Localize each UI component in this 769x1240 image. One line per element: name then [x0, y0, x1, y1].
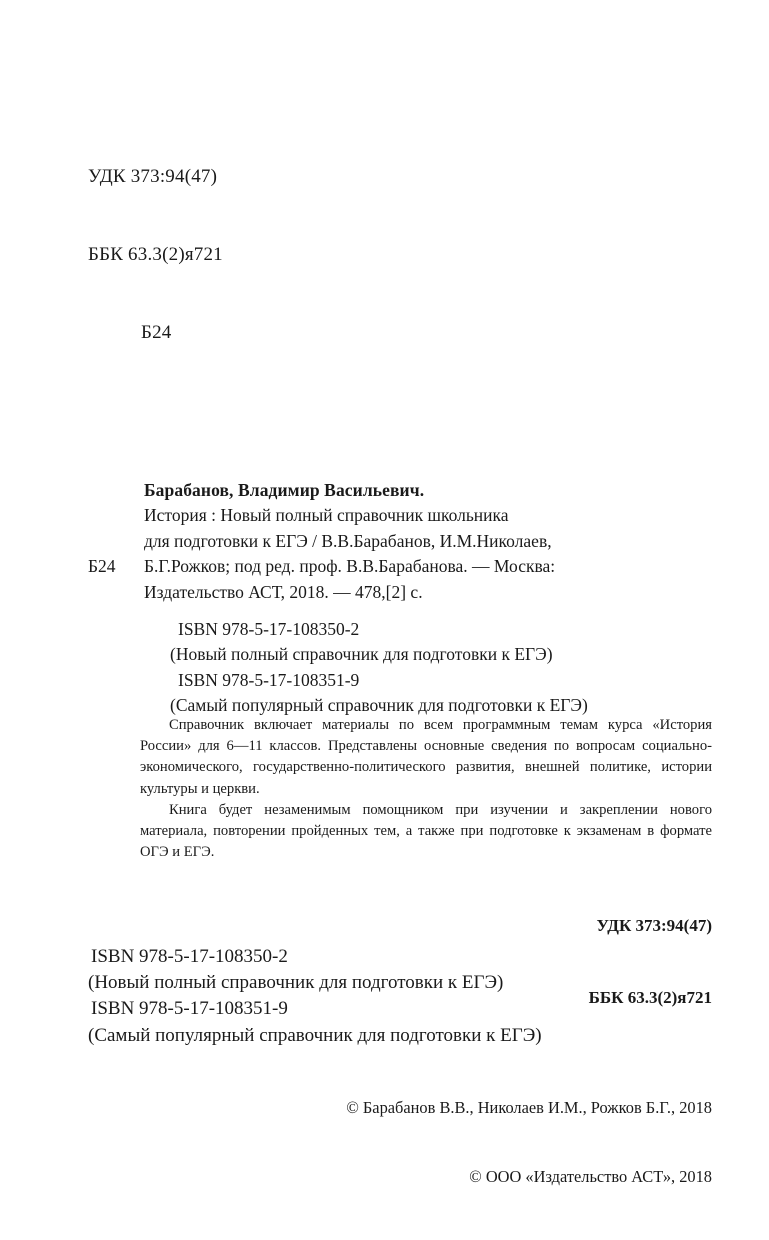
udk-code-repeat: УДК 373:94(47) — [596, 916, 712, 935]
record-line: для подготовки к ЕГЭ / В.В.Барабанов, И.М.Николаев, — [144, 530, 552, 551]
isbn-series-label: (Новый полный справочник для подготовки к ЕГЭ) — [170, 644, 553, 665]
bbk-code: ББК 63.3(2)я721 — [88, 244, 223, 265]
copyright-block — [346, 1050, 712, 1234]
isbn-series-label: (Новый полный справочник для подготовки к ЕГЭ) — [88, 972, 504, 994]
isbn-series-label: (Самый популярный справочник для подготовки к ЕГЭ) — [170, 695, 588, 716]
udk-code: УДК 373:94(47) — [88, 166, 218, 187]
record-line: История : Новый полный справочник школьника — [144, 505, 509, 526]
annotation-text — [140, 715, 712, 863]
isbn-number: ISBN 978-5-17-108351-9 — [178, 669, 360, 690]
copyright-publisher: © ООО «Издательство АСТ», 2018 — [469, 1167, 712, 1186]
record-body — [88, 503, 712, 605]
annotation-paragraph: Справочник включает материалы по всем программным темам курса «История России» для 6—11 классов. Представлены основные сведения по вопросам социально-экономического, государственно-политического развития, внешней политике, истории культуры и церкви. — [140, 717, 712, 797]
bbk-code-repeat: ББК 63.3(2)я721 — [588, 988, 712, 1007]
isbn-block-bottom — [88, 944, 542, 1049]
isbn-series-label: (Самый популярный справочник для подготовки к ЕГЭ) — [88, 1024, 542, 1046]
record-line: Б.Г.Рожков; под ред. проф. В.В.Барабанова. — Москва: — [144, 556, 556, 577]
author-sign-code: Б24 — [141, 322, 172, 343]
record-author-sign: Б24 — [88, 556, 116, 577]
bibliographic-record — [88, 478, 712, 605]
record-author-heading: Барабанов, Владимир Васильевич. — [144, 480, 425, 500]
isbn-number: ISBN 978-5-17-108350-2 — [91, 946, 288, 967]
isbn-number: ISBN 978-5-17-108350-2 — [178, 619, 360, 639]
classification-block — [88, 112, 223, 398]
isbn-number: ISBN 978-5-17-108351-9 — [91, 998, 288, 1020]
annotation-paragraph: Книга будет незаменимым помощником при изучении и закреплении нового материала, повторении пройденных тем, а также при подготовке к экзаменам в формате ОГЭ и ЕГЭ. — [140, 801, 712, 861]
isbn-block-middle — [170, 617, 588, 719]
classification-repeat-block — [589, 866, 712, 1058]
record-line: Издательство АСТ, 2018. — 478,[2] с. — [144, 581, 423, 602]
copyright-authors: © Барабанов В.В., Николаев И.М., Рожков Б.Г., 2018 — [346, 1098, 712, 1117]
